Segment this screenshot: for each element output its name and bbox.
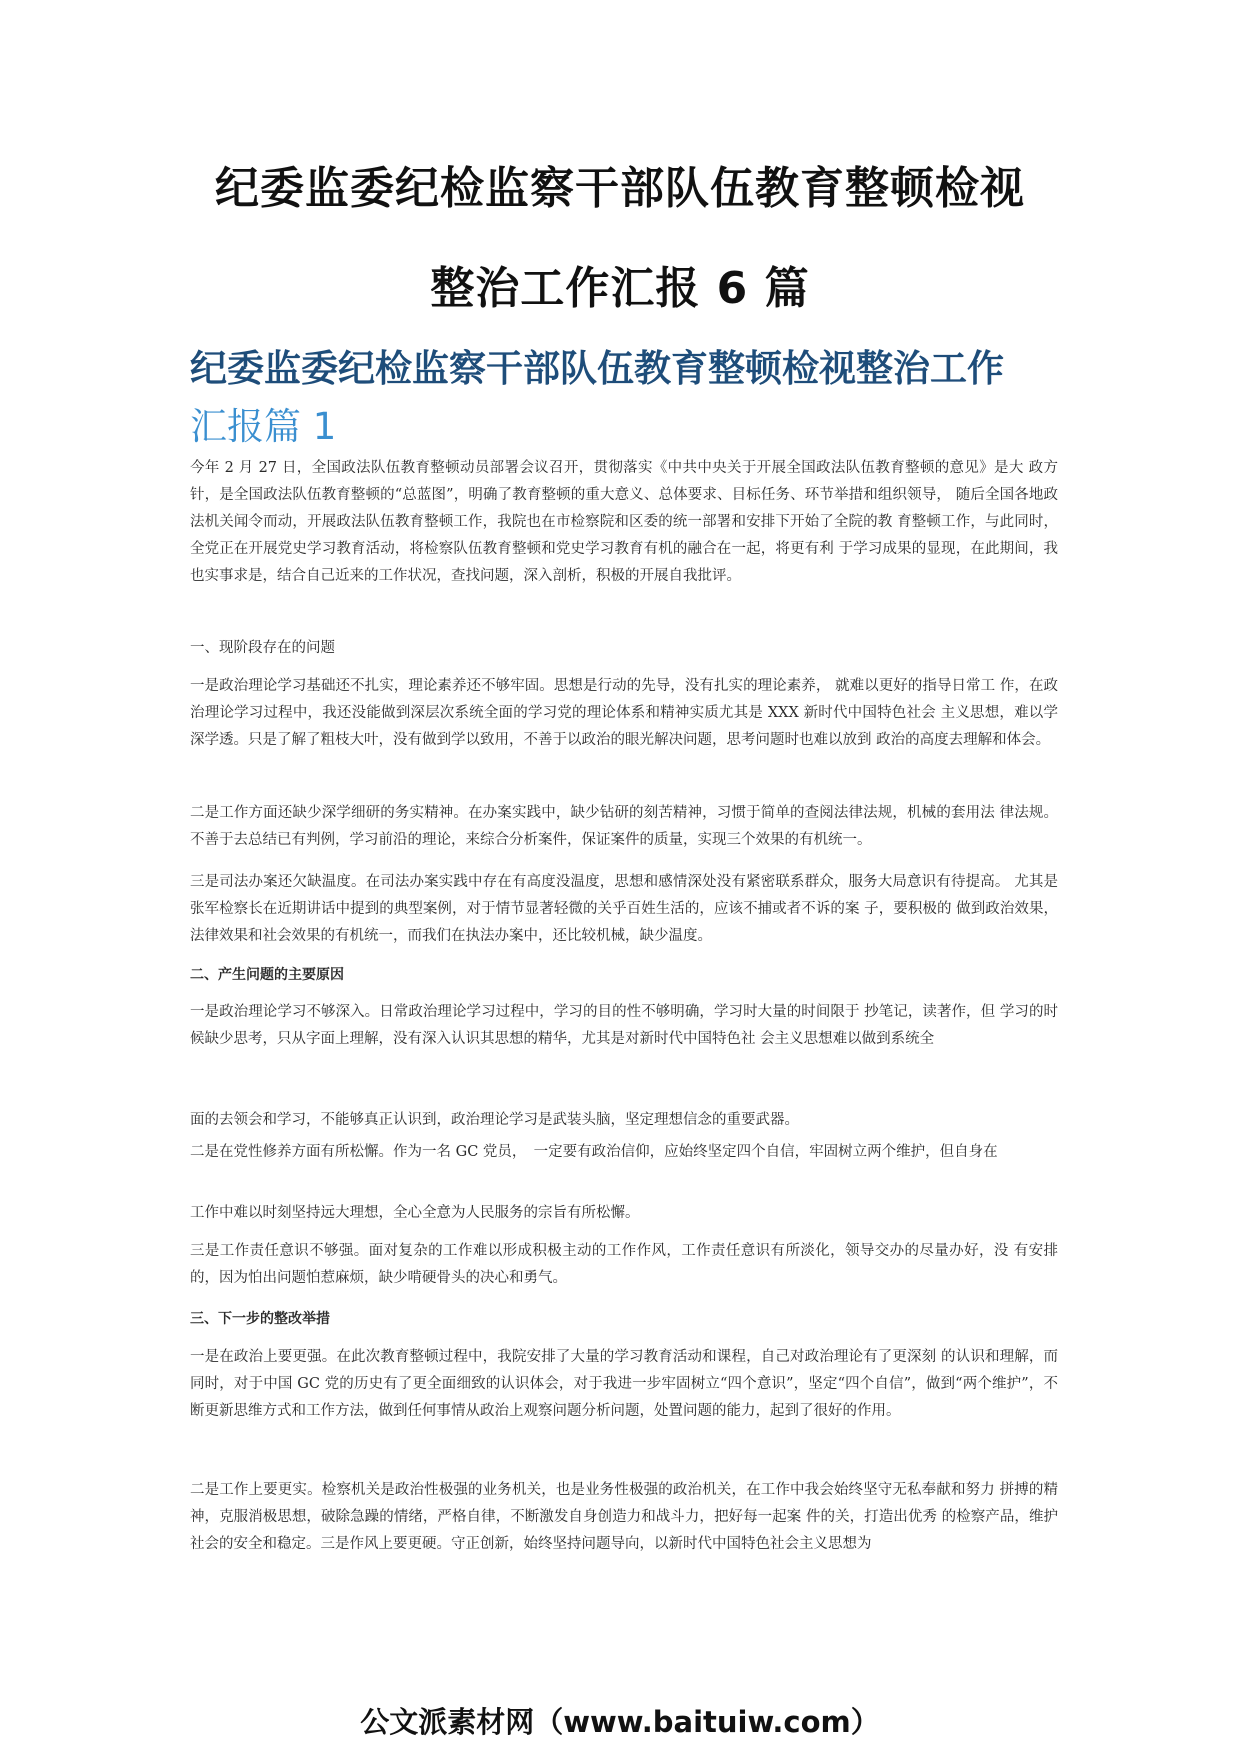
document-title-line-2: 整治工作汇报 6 篇 bbox=[430, 263, 810, 314]
document-title-line-1: 纪委监委纪检监察干部队伍教育整顿检视 bbox=[215, 163, 1025, 214]
heading-main-causes: 二、产生问题的主要原因 bbox=[190, 967, 344, 983]
heading-next-steps: 三、下一步的整改举措 bbox=[190, 1311, 330, 1327]
problem-paragraph-1: 一是政治理论学习基础还不扎实，理论素养还不够牢固。思想是行动的先导，没有扎实的理论素养， 就难以更好的指导日常工 作，在政治理论学习过程中，我还没能做到深层次系统全面的学习党的理论体系和精神实质尤其是 XXX 新时代中国特色社会 主义思想，难以学深学透。只是了解了粗枝大叶，没有做到学以致用，不善于以政治的眼光解决问题，思考问题时也难以放到 政治的高度去理解和体会。 bbox=[190, 678, 1058, 748]
cause-paragraph-3: 三是工作责任意识不够强。面对复杂的工作难以形成积极主动的工作作风，工作责任意识有所淡化，领导交办的尽量办好，没 有安排的，因为怕出问题怕惹麻烦，缺少啃硬骨头的决心和勇气。 bbox=[190, 1243, 1058, 1286]
cause-paragraph-2-continued: 工作中难以时刻坚持远大理想，全心全意为人民服务的宗旨有所松懈。 bbox=[190, 1205, 640, 1221]
cause-paragraph-1-continued: 面的去领会和学习，不能够真正认识到，政治理论学习是武装头脑，坚定理想信念的重要武器。 bbox=[190, 1112, 799, 1128]
problem-paragraph-2: 二是工作方面还缺少深学细研的务实精神。在办案实践中，缺少钻研的刻苦精神，习惯于简单的查阅法律法规，机械的套用法 律法规。不善于去总结已有判例，学习前沿的理论，来综合分析案件，保证案件的质量，实现三个效果的有机统一。 bbox=[190, 805, 1058, 848]
heading-existing-problems: 一、现阶段存在的问题 bbox=[190, 640, 335, 656]
section-title-line-1: 纪委监委纪检监察干部队伍教育整顿检视整治工作 bbox=[190, 347, 1004, 390]
intro-paragraph: 今年 2 月 27 日，全国政法队伍教育整顿动员部署会议召开，贯彻落实《中共中央关于开展全国政法队伍教育整顿的意见》是大 政方针，是全国政法队伍教育整顿的“总蓝图”，明确了教育整顿的重大意义、总体要求、目标任务、环节举措和组织领导， 随后全国各地政法机关闻令而动，开展政法队伍教育整顿工作，我院也在市检察院和区委的统一部署和安排下开始了全院的教 育整顿工作，与此同时，全党正在开展党史学习教育活动，将检察队伍教育整顿和党史学习教育有机的融合在一起，将更有利 于学习成果的显现，在此期间，我也实事求是，结合自己近来的工作状况，查找问题，深入剖析，积极的开展自我批评。 bbox=[190, 460, 1058, 584]
section-title-line-2: 汇报篇 1 bbox=[190, 405, 337, 448]
problem-paragraph-3: 三是司法办案还欠缺温度。在司法办案实践中存在有高度没温度，思想和感情深处没有紧密联系群众，服务大局意识有待提高。 尤其是张军检察长在近期讲话中提到的典型案例，对于情节显著轻微的关乎百姓生活的，应该不捕或者不诉的案 子，要积极的 做到政治效果，法律效果和社会效果的有机统一，而我们在执法办案中，还比较机械，缺少温度。 bbox=[190, 874, 1058, 944]
cause-paragraph-1: 一是政治理论学习不够深入。日常政治理论学习过程中，学习的目的性不够明确，学习时大量的时间限于 抄笔记，读著作，但 学习的时候缺少思考，只从字面上理解，没有深入认识其思想的精华，尤其是对新时代中国特色社 会主义思想难以做到系统全 bbox=[190, 1004, 1058, 1047]
cause-paragraph-2: 二是在党性修养方面有所松懈。作为一名 GC 党员， 一定要有政治信仰，应始终坚定四个自信，牢固树立两个维护，但自身在 bbox=[190, 1144, 998, 1160]
measure-paragraph-1: 一是在政治上要更强。在此次教育整顿过程中，我院安排了大量的学习教育活动和课程，自己对政治理论有了更深刻 的认识和理解，而同时，对于中国 GC 党的历史有了更全面细致的认识体会，对于我进一步牢固树立“四个意识”，坚定“四个自信”，做到“两个维护”，不断更新思维方式和工作方法，做到任何事情从政治上观察问题分析问题，处置问题的能力，起到了很好的作用。 bbox=[190, 1349, 1058, 1419]
measure-paragraph-2: 二是工作上要更实。检察机关是政治性极强的业务机关，也是业务性极强的政治机关，在工作中我会始终坚守无私奉献和努力 拼搏的精神，克服消极思想，破除急躁的情绪，严格自律，不断激发自身创造力和战斗力，把好每一起案 件的关，打造出优秀 的检察产品，维护社会的安全和稳定。三是作风上要更硬。守正创新，始终坚持问题导向，以新时代中国特色社会主义思想为 bbox=[190, 1482, 1058, 1552]
footer-source: 公文派素材网（www.baituiw.com） bbox=[360, 1705, 880, 1739]
